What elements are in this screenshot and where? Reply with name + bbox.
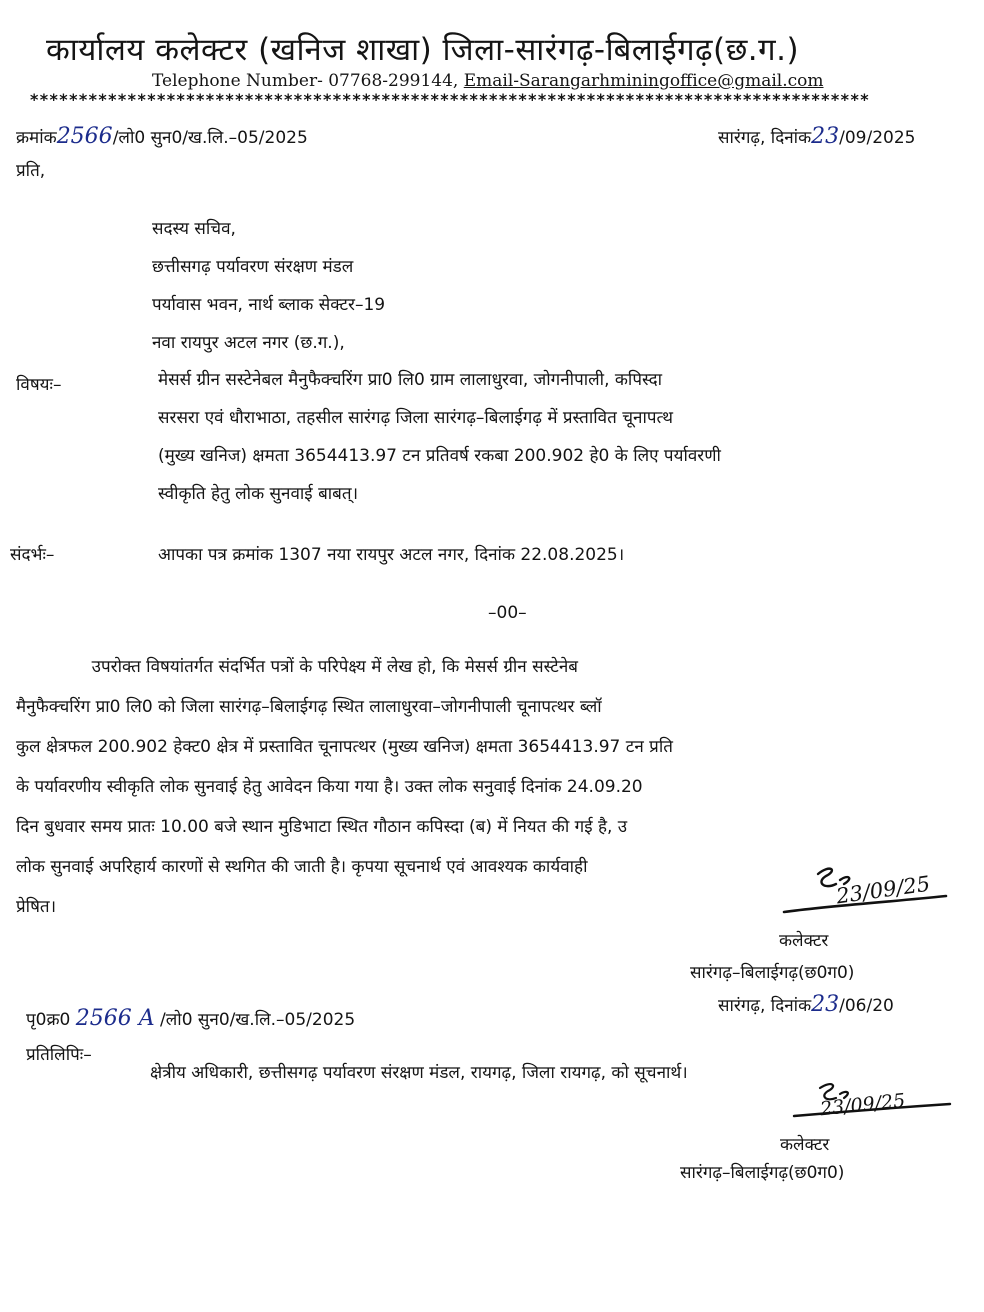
- subject-text: [158, 361, 984, 513]
- office-title: कार्यालय कलेक्टर (खनिज शाखा) जिला-सारंगढ़-बिलाईगढ़(छ.ग.): [46, 32, 800, 68]
- signature-1-district: सारंगढ़–बिलाईगढ़(छ0ग0): [690, 963, 855, 983]
- body-line: दिन बुधवार समय प्रातः 10.00 बजे स्थान मुडिभाटा स्थित गौठान कपिस्दा (ब) में नियत की गई है, उ: [16, 817, 628, 837]
- signature-2-date: 23/09/25: [819, 1089, 907, 1121]
- subject-line: स्वीकृति हेतु लोक सुनवाई बाबत्।: [158, 484, 359, 504]
- body-line: के पर्यावरणीय स्वीकृति लोक सुनवाई हेतु आवेदन किया गया है। उक्त लोक सनुवाई दिनांक 24.09.20: [16, 777, 643, 797]
- subject-label: विषयः–: [16, 375, 62, 395]
- contact-line: [152, 71, 824, 91]
- signature-1-date-day: 23: [811, 992, 840, 1017]
- reference-letter-label: संदर्भः–: [10, 545, 55, 565]
- telephone-number: Telephone Number- 07768-299144,: [152, 71, 459, 91]
- copy-recipient: क्षेत्रीय अधिकारी, छत्तीसगढ़ पर्यावरण संरक्षण मंडल, रायगढ़, जिला रायगढ़, को सूचनार्थ।: [150, 1063, 688, 1083]
- reference-date-handwritten: 23: [811, 124, 840, 149]
- body-line: प्रेषित।: [16, 897, 57, 917]
- body-line: कुल क्षेत्रफल 200.902 हेक्ट0 क्षेत्र में प्रस्तावित चूनापत्थर (मुख्य खनिज) क्षमता 3654413.97 टन प्रति: [16, 737, 673, 757]
- body-line: लोक सुनवाई अपरिहार्य कारणों से स्थगित की जाती है। कृपया सूचनार्थ एवं आवश्यक कार्यवाही: [16, 857, 588, 877]
- addressee-line: नवा रायपुर अटल नगर (छ.ग.),: [152, 333, 345, 353]
- signature-1-date-prefix: सारंगढ़, दिनांक: [718, 996, 812, 1016]
- addressee-line: सदस्य सचिव,: [152, 219, 236, 239]
- reference-date-prefix: सारंगढ़, दिनांक: [718, 128, 812, 148]
- reference-letter-text: आपका पत्र क्रमांक 1307 नया रायपुर अटल नगर, दिनांक 22.08.2025।: [158, 545, 625, 565]
- reference-number-handwritten: 2566: [56, 124, 113, 149]
- subject-line: सरसरा एवं धौराभाठा, तहसील सारंगढ़ जिला सारंगढ़–बिलाईगढ़ में प्रस्तावित चूनापत्थ: [158, 408, 673, 428]
- signature-1-designation: कलेक्टर: [779, 931, 829, 951]
- copy-reference: [26, 1006, 355, 1031]
- addressee-line: पर्यावास भवन, नार्थ ब्लाक सेक्टर–19: [152, 295, 386, 315]
- header-separator: **************************************************************************************: [30, 90, 870, 109]
- addressee-line: छत्तीसगढ़ पर्यावरण संरक्षण मंडल: [152, 257, 354, 277]
- copy-label: प्रतिलिपिः–: [26, 1045, 92, 1065]
- reference-prefix: क्रमांक: [16, 128, 57, 148]
- copy-suffix: /लो0 सुन0/ख.लि.–05/2025: [160, 1010, 356, 1030]
- reference-number: [16, 124, 308, 149]
- copy-number-handwritten: 2566 A: [75, 1006, 155, 1031]
- signature-1-date: 23/09/25: [834, 871, 932, 909]
- email-address: Email-Sarangarhminingoffice@gmail.com: [463, 71, 824, 91]
- subject-line: मेसर्स ग्रीन सस्टेनेबल मैनुफैक्चरिंग प्रा0 लि0 ग्राम लालाधुरवा, जोगनीपाली, कपिस्दा: [158, 370, 663, 390]
- reference-suffix: /लो0 सुन0/ख.लि.–05/2025: [112, 128, 308, 148]
- signature-1-date-line: [718, 992, 894, 1017]
- body-line: उपरोक्त विषयांतर्गत संदर्भित पत्रों के परिपेक्ष्य में लेख हो, कि मेसर्स ग्रीन सस्टेनेब: [16, 657, 578, 677]
- addressee-block: [152, 210, 385, 362]
- copy-prefix: पृ0क्र0: [26, 1010, 71, 1030]
- to-label: प्रति,: [16, 161, 46, 181]
- signature-2-designation: कलेक्टर: [780, 1135, 830, 1155]
- section-divider: –00–: [488, 603, 527, 623]
- reference-date: [718, 124, 915, 149]
- body-line: मैनुफैक्चरिंग प्रा0 लि0 को जिला सारंगढ़–बिलाईगढ़ स्थित लालाधुरवा–जोगनीपाली चूनापत्थर ब्लॉ: [16, 697, 602, 717]
- signature-1-date-suffix: /06/20: [839, 996, 894, 1016]
- reference-date-suffix: /09/2025: [839, 128, 916, 148]
- subject-line: (मुख्य खनिज) क्षमता 3654413.97 टन प्रतिवर्ष रकबा 200.902 हे0 के लिए पर्यावरणी: [158, 446, 721, 466]
- signature-2-district: सारंगढ़–बिलाईगढ़(छ0ग0): [680, 1163, 845, 1183]
